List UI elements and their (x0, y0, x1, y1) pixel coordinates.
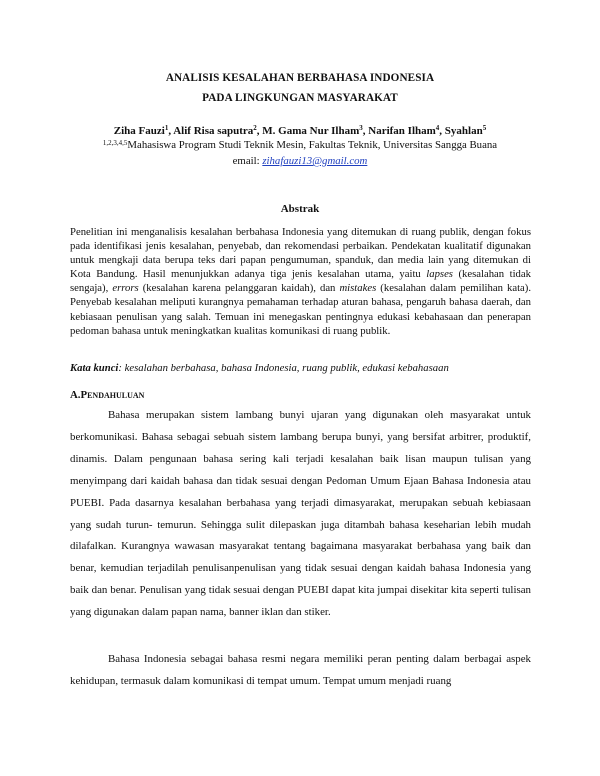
author-sup: 2 (253, 124, 257, 132)
abstract-term: errors (112, 282, 139, 295)
author-name: Alif Risa saputra (173, 125, 254, 137)
author-list: Ziha Fauzi$^1$, Alif Risa saputra$^2$, M. Gama Nur Ilham$^3$, Narifan Ilham$^4$, Syahlan$^5$ (113, 124, 487, 137)
abstract-term: mistakes (339, 282, 377, 295)
body-paragraph-1 (70, 405, 531, 624)
author-sup: 1 (164, 124, 169, 132)
abstract-text (70, 225, 531, 338)
author-name: Ziha Fauzi (113, 125, 165, 137)
author-name: Narifan Ilham (368, 125, 436, 137)
abstract-part: (kesalahan tidak sengaja), (70, 268, 531, 295)
body-paragraph-2 (70, 649, 531, 693)
body-text: Bahasa Indonesia sebagai bahasa resmi negara memiliki peran penting dalam berbagai aspek kehidupan, termasuk dalam komunikasi di tempat umum. Tempat umum menjadi ruang (70, 653, 531, 687)
keywords-label: Kata kunci (70, 362, 119, 374)
section-letter: A. (70, 389, 81, 401)
affiliation-text: Mahasiswa Program Studi Teknik Mesin, Fakultas Teknik, Universitas Sangga Buana (127, 139, 498, 151)
author-name: M. Gama Nur Ilham (262, 125, 360, 137)
author-sup: 4 (435, 124, 440, 132)
email-label: email: (232, 155, 263, 167)
author-sup: 5 (482, 124, 487, 132)
abstract-part: Penelitian ini menganalisis kesalahan berbahasa Indonesia yang ditemukan di ruang publik, dengan fokus pada identifikasi jenis kesalahan, penyebab, dan rekomendasi perbaikan. Pendekatan kualitatif digunakan untuk mengkaji data berupa teks dari papan pengumuman, spanduk, dan media lain yang ditemukan di Kota Bandung. Hasil menunjukkan adanya tiga jenis kesalahan utama, yaitu (70, 226, 531, 281)
affiliation (0, 139, 600, 151)
author-name: Syahlan (444, 125, 483, 137)
email-link[interactable]: zihafauzi13@gmail.com (262, 155, 368, 167)
section-heading (70, 389, 144, 401)
section-title: Pendahuluan (80, 389, 145, 401)
keywords-text: : kesalahan berbahasa, bahasa Indonesia, ruang publik, edukasi kebahasaan (118, 362, 449, 374)
keywords-line (70, 362, 531, 374)
abstract-heading: Abstrak (280, 203, 320, 215)
abstract-part: (kesalahan dalam pemilihan kata). Penyebab kesalahan meliputi kurangnya pemahaman terhadap aturan bahasa, pengaruh bahasa daerah, dan kebiasaan penulisan yang salah. Temuan ini menegaskan pentingnya edukasi kebahasaan dan penerapan pedoman bahasa untuk meningkatkan kualitas komunikasi di ruang publik. (70, 282, 532, 337)
author-sup: 3 (359, 124, 363, 132)
paper-title-line-1: ANALISIS KESALAHAN BERBAHASA INDONESIA (165, 72, 435, 84)
body-text: Bahasa merupakan sistem lambang bunyi ujaran yang digunakan oleh masyarakat untuk berkomunikasi. Bahasa sebagai sebuah sistem lambang berupa bunyi, yang bersifat arbitrer, produktif, dinamis. Dalam pengunaan bahasa sering kali terjadi kesalahan baik lisan maupun tulisan yang menyimpang dari kaidah bahasa dan tidak sesuai dengan Pedoman Umum Ejaan Bahasa Indonesia atau PUEBI. Pada dasarnya kesalahan berbahasa yang terjadi dimasyarakat, merupakan sebuah kebiasaan yang sudah turun- temurun. Sehingga sulit dilepaskan juga ditambah bahasa keseharian lebih mudah dilafalkan. Kurangnya wawasan masyarakat tentang bagaimana masyarakat berbahasa yang baik dan benar, kemudian terjadilah penulisanpenulisan yang tidak sesuai dengan kaidah bahasa Indonesia yang baik dan benar. Penulisan yang tidak sesuai dengan PUEBI dapat kita jumpai disekitar kita seperti tulisan yang digunakan dalam papan nama, banner iklan dan stiker. (70, 409, 531, 619)
abstract-part: (kesalahan karena pelanggaran kaidah), dan (138, 282, 340, 295)
affiliation-sup: 1,2,3,4,5 (102, 139, 128, 147)
email-line (0, 155, 600, 167)
paper-title-line-2: PADA LINGKUNGAN MASYARAKAT (202, 92, 398, 104)
abstract-term: lapses (426, 268, 453, 281)
